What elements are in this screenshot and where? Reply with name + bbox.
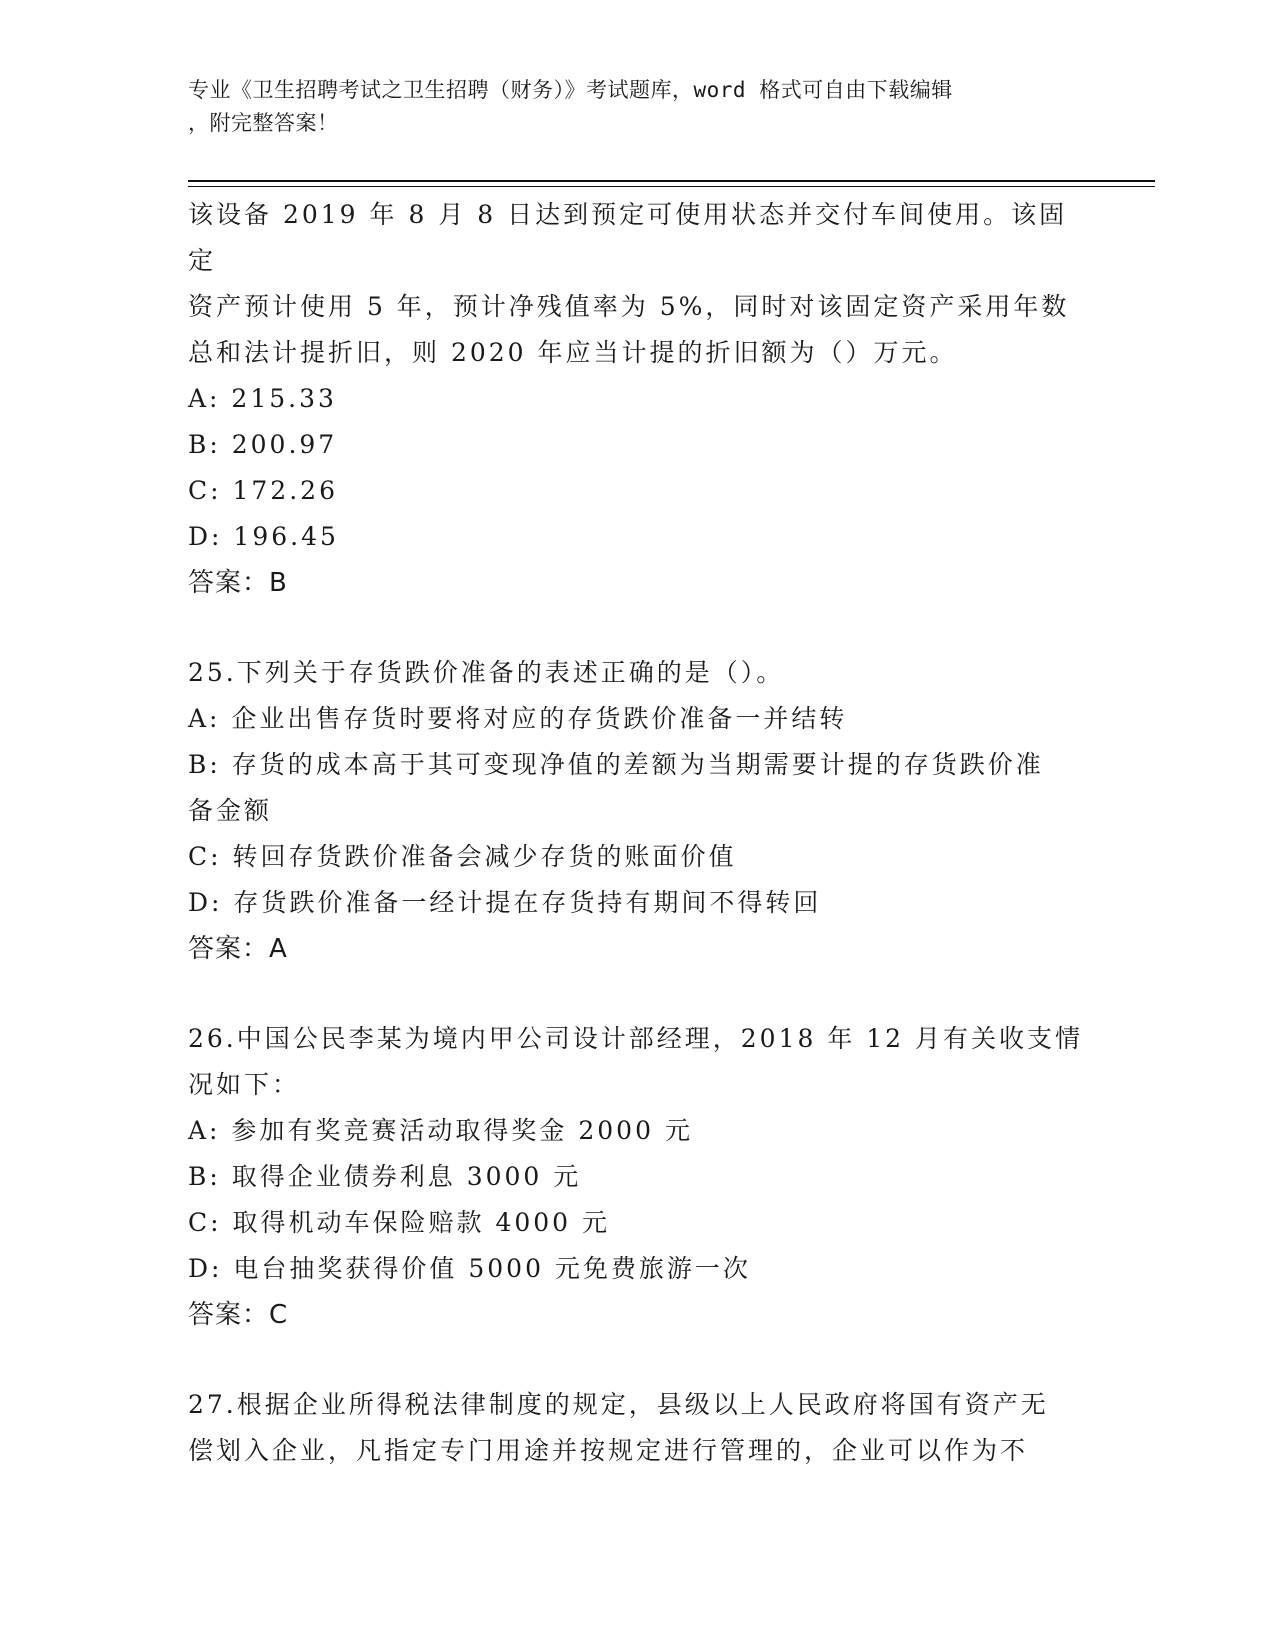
question-stem-line: 26.中国公民李某为境内甲公司设计部经理，2018 年 12 月有关收支情 bbox=[188, 1024, 1084, 1053]
question-stem-line: 总和法计提折旧，则 2020 年应当计提的折旧额为（）万元。 bbox=[188, 338, 958, 367]
question-stem-line: 27.根据企业所得税法律制度的规定，县级以上人民政府将国有资产无 bbox=[188, 1390, 1049, 1419]
option-c: C: 取得机动车保险赔款 4000 元 bbox=[188, 1208, 611, 1237]
question-24 bbox=[188, 192, 1088, 606]
option-b: B: 取得企业债券利息 3000 元 bbox=[188, 1162, 582, 1191]
document-header bbox=[188, 74, 1068, 140]
answer-line: 答案：A bbox=[188, 934, 288, 964]
question-stem-line: 25.下列关于存货跌价准备的表述正确的是（）。 bbox=[188, 658, 785, 687]
option-c: C: 172.26 bbox=[188, 476, 338, 505]
header-divider-thin bbox=[188, 186, 1155, 187]
question-stem-line: 资产预计使用 5 年，预计净残值率为 5%，同时对该固定资产采用年数 bbox=[188, 292, 1070, 321]
option-a: A: 企业出售存货时要将对应的存货跌价准备一并结转 bbox=[188, 704, 848, 733]
question-stem-line: 偿划入企业，凡指定专门用途并按规定进行管理的，企业可以作为不 bbox=[188, 1436, 1029, 1465]
header-line-2: ，附完整答案！ bbox=[188, 111, 339, 135]
document-body bbox=[188, 192, 1088, 1474]
question-stem-line: 该设备 2019 年 8 月 8 日达到预定可使用状态并交付车间使用。该固定 bbox=[188, 200, 1068, 275]
answer-line: 答案：B bbox=[188, 568, 288, 598]
option-b: B: 200.97 bbox=[188, 430, 338, 459]
header-line-1: 专业《卫生招聘考试之卫生招聘（财务）》考试题库，word 格式可自由下载编辑 bbox=[188, 78, 953, 102]
question-26 bbox=[188, 1016, 1088, 1338]
header-divider-thick bbox=[188, 180, 1155, 182]
option-d: D: 存货跌价准备一经计提在存货持有期间不得转回 bbox=[188, 888, 822, 917]
question-27 bbox=[188, 1382, 1088, 1474]
question-stem-line: 况如下： bbox=[188, 1070, 301, 1099]
option-b: B: 存货的成本高于其可变现净值的差额为当期需要计提的存货跌价准 bbox=[188, 750, 1044, 779]
option-b-continued: 备金额 bbox=[188, 796, 273, 825]
question-25 bbox=[188, 650, 1088, 972]
option-a: A: 215.33 bbox=[188, 384, 337, 413]
option-c: C: 转回存货跌价准备会减少存货的账面价值 bbox=[188, 842, 737, 871]
option-a: A: 参加有奖竞赛活动取得奖金 2000 元 bbox=[188, 1116, 693, 1145]
option-d: D: 电台抽奖获得价值 5000 元免费旅游一次 bbox=[188, 1254, 751, 1283]
option-d: D: 196.45 bbox=[188, 522, 339, 551]
answer-line: 答案：C bbox=[188, 1300, 289, 1330]
